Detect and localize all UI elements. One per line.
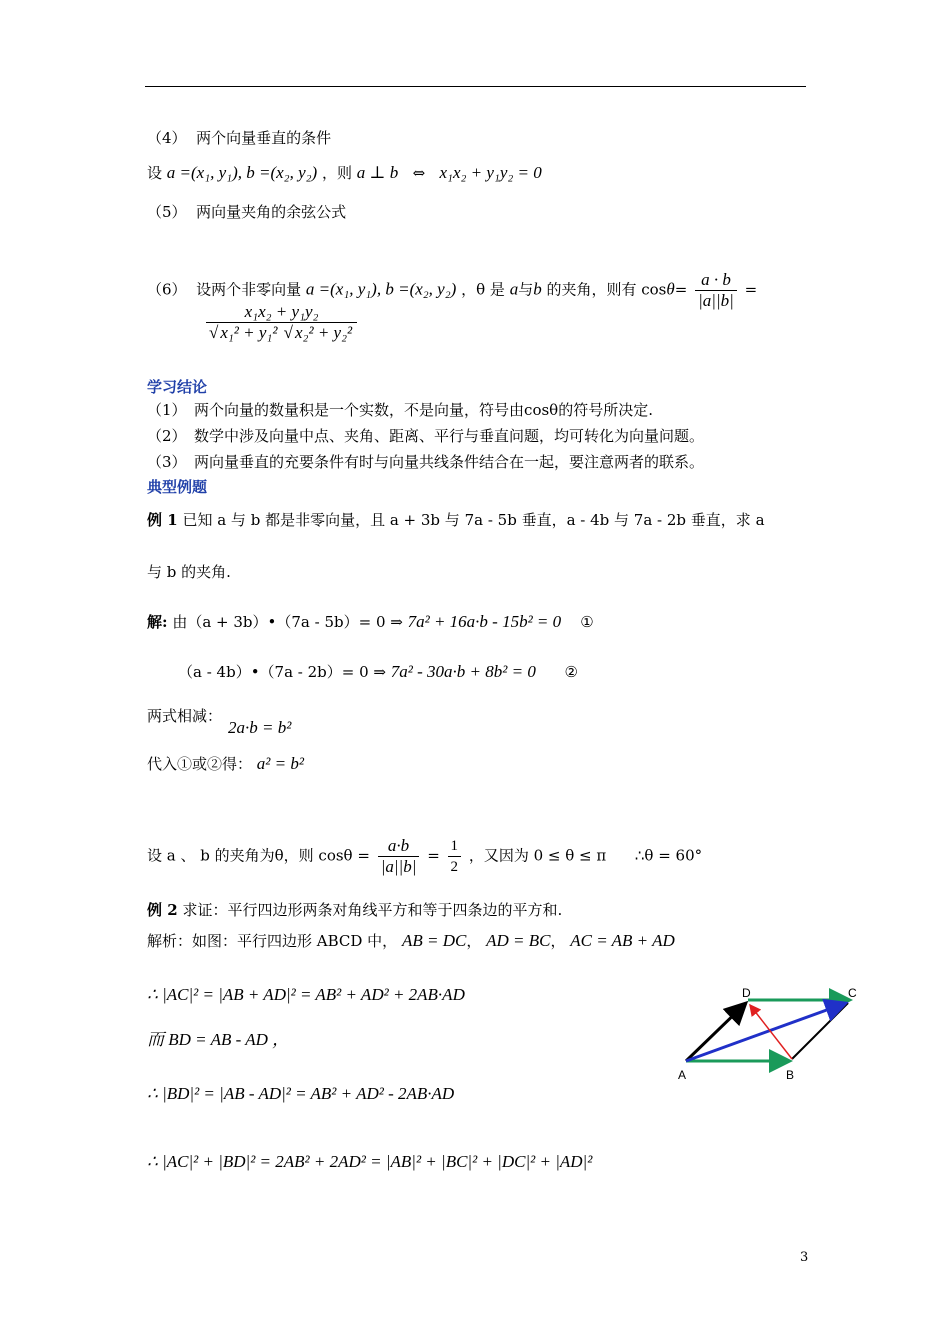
cos-fraction: $\frac{a \cdot b}{|a||b|}$ [695, 270, 737, 311]
diagonal-ac [686, 1003, 846, 1061]
example-1-question-cont: 与 b 的夹角. [147, 563, 231, 581]
example-2-question: 例 2 求证：平行四边形两条对角线平方和等于四条边的平方和. [147, 901, 563, 919]
diagonal-bd [750, 1005, 792, 1059]
line-sum: ∴ |AC|² + |BD|² = 2AB² + 2AD² = |AB|² + |BC|² + |DC|² + |AD|² [147, 1152, 593, 1171]
label-b: B [786, 1068, 795, 1082]
examples-heading: 典型例题 [147, 478, 208, 496]
label-d: D [742, 986, 751, 1000]
line-ac: ∴ |AC|² = |AB + AD|² = AB² + AD² + 2AB·AD [147, 985, 465, 1004]
side-ad [686, 1003, 746, 1061]
subtract-eq: 2a·b = b² [228, 718, 292, 737]
conclusion-point-3: （3） 两向量垂直的充要条件有时与向量共线条件结合在一起，要注意两者的联系。 [147, 453, 705, 471]
item-6-coord-formula: $\frac{\text{x₁x₂ + y₁y₂}}{\text{√ x₁² + y₁² √ x₂² + y₂²}}$ [203, 302, 360, 343]
line-bd-squared: ∴ |BD|² = |AB - AD|² = AB² + AD² - 2AB·AD [147, 1084, 455, 1103]
line-bd: 而 BD = AB - AD ， [147, 1030, 290, 1049]
subtract-line: 两式相减： [147, 707, 223, 725]
parallelogram-diagram [670, 975, 870, 1090]
solution-line-2: （a - 4b）•（7a - 2b）= 0 ⇒ 7a² - 30a·b + 8b² = 0 ② [178, 662, 578, 681]
label-a: A [678, 1068, 687, 1082]
angle-line: 设 a 、 b 的夹角为θ，则 cosθ = $\frac{a\cdot b}{|a||b|}$ = $\frac{1}{2}$ ，又因为 0 ≤ θ ≤ π ∴θ = 60° [147, 836, 703, 876]
perp-relation: a ⊥ b [356, 163, 399, 182]
solution-line-1: 解: 由（a + 3b）•（7a - 5b）= 0 ⇒ 7a² + 16a·b - 15b² = 0 ① [147, 612, 594, 631]
page-number: 3 [800, 1250, 809, 1265]
item-6-line: （6） 设两个非零向量 a =(x₁, y₁), b =(x₂, y₂) ，θ 是 a与b 的夹角，则有 cosθ= $\frac{a \cdot b}{|a||b|}$ = [147, 270, 758, 310]
example-2-analysis: 解析：如图：平行四边形 ABCD 中， AB = DC， AD = BC， AC = AB + AD [147, 931, 675, 950]
header-rule [145, 86, 806, 87]
substitute-line: 代入①或②得： a² = b² [147, 754, 304, 773]
conclusion-heading: 学习结论 [147, 378, 208, 396]
item-4-formula: 设 a =(x₁, y₁), b =(x₂, y₂) ，则 a ⊥ b ⇔ x₁x₂ + y₁y₂ = 0 [147, 163, 542, 182]
item-5-title: （5） 两向量夹角的余弦公式 [147, 203, 347, 221]
conclusion-point-2: （2） 数学中涉及向量中点、夹角、距离、平行与垂直问题，均可转化为向量问题。 [147, 427, 705, 445]
vector-coords: a =(x₁, y₁), b =(x₂, y₂) [166, 163, 318, 182]
example-1-question: 例 1 已知 a 与 b 都是非零向量，且 a + 3b 与 7a - 5b 垂直，a - 4b 与 7a - 2b 垂直，求 a [147, 511, 765, 529]
label-c: C [848, 986, 857, 1000]
perp-condition: x₁x₂ + y₁y₂ = 0 [439, 163, 542, 182]
item-4-title: （4） 两个向量垂直的条件 [147, 129, 332, 147]
conclusion-point-1: （1） 两个向量的数量积是一个实数，不是向量，符号由cosθ的符号所决定. [147, 401, 653, 419]
